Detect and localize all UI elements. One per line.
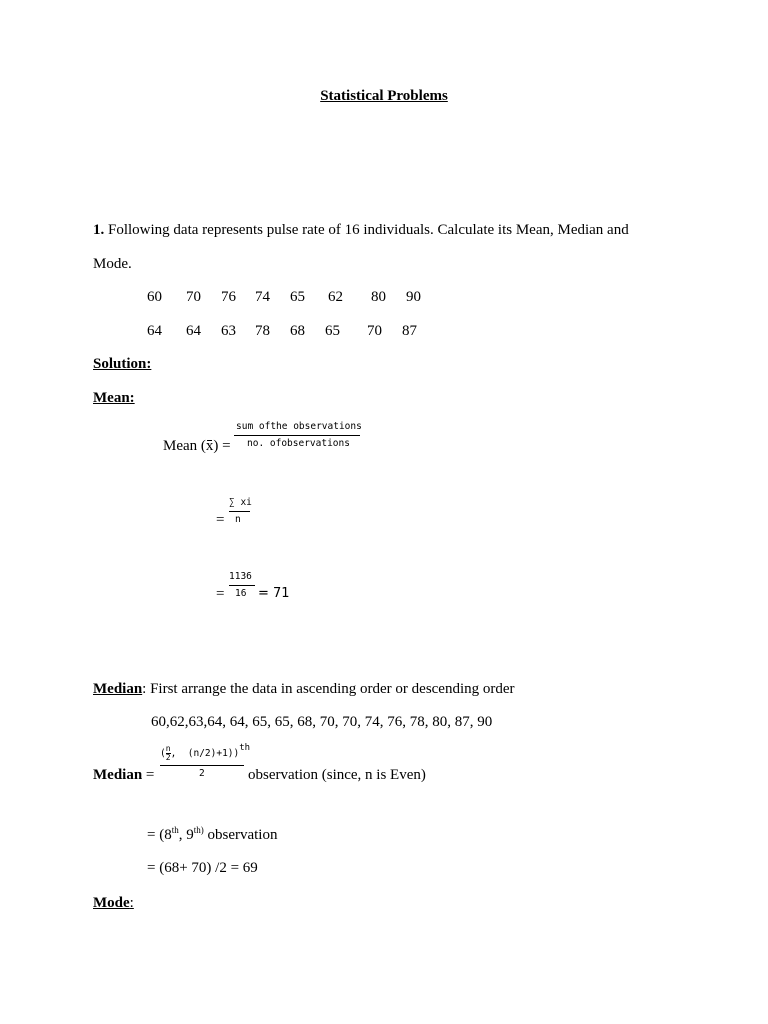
median-label: Median: [93, 767, 143, 783]
fraction-bar: [160, 765, 244, 766]
data-cell: 70: [367, 323, 382, 339]
mean-label-suffix: ) =: [213, 438, 231, 454]
mean-fraction1-denominator: no. ofobservations: [247, 438, 350, 449]
data-cell: 90: [406, 289, 421, 305]
formula-superscript: th: [239, 743, 251, 753]
mean-heading: Mean:: [93, 390, 135, 406]
data-cell: 78: [255, 323, 270, 339]
median-step1: [147, 827, 277, 844]
mean-fraction3-denominator: 16: [235, 588, 247, 599]
fraction-n: n: [165, 744, 171, 753]
fraction-bar: [234, 435, 360, 436]
mean-fraction2-denominator: n: [235, 514, 241, 525]
median-observation-note: observation (since, n is Even): [248, 767, 426, 783]
open-paren: (: [160, 748, 166, 759]
sorted-data: 60,62,63,64, 64, 65, 65, 68, 70, 70, 74, 76, 78, 80, 87, 90: [151, 714, 493, 730]
mode-heading-line: [93, 895, 134, 912]
median-formula-denominator: 2: [199, 768, 205, 779]
problem-number: 1.: [93, 222, 105, 238]
step1-prefix: = (8: [147, 827, 172, 843]
median-intro-text: : First arrange the data in ascending order or descending order: [142, 681, 515, 697]
median-formula-numerator: [160, 745, 250, 762]
data-cell: 87: [402, 323, 417, 339]
median-intro: [93, 681, 515, 698]
fraction-bar: [229, 585, 255, 586]
mean-fraction3-numerator: 1136: [229, 571, 252, 582]
data-cell: 80: [371, 289, 386, 305]
equals-sign: =: [216, 586, 225, 602]
formula-rest: (n/2)+1)): [187, 748, 240, 759]
mode-colon: :: [129, 895, 134, 911]
mean-label: [163, 438, 231, 455]
problem-text: Following data represents pulse rate of 16 individuals. Calculate its Mean, Median and: [104, 222, 629, 238]
data-cell: 65: [290, 289, 305, 305]
mean-label-prefix: Mean (: [163, 438, 206, 454]
data-cell: 68: [290, 323, 305, 339]
mode-heading: Mode: [93, 895, 130, 911]
data-cell: 63: [221, 323, 236, 339]
data-cell: 74: [255, 289, 270, 305]
problem-statement-line2: Mode.: [93, 256, 132, 272]
superscript: th: [171, 825, 179, 835]
data-cell: 70: [186, 289, 201, 305]
fraction-2: 2: [165, 753, 171, 762]
page-title: Statistical Problems: [320, 88, 448, 104]
median-step2: = (68+ 70) /2 = 69: [147, 860, 258, 876]
step1-mid: , 9: [178, 827, 194, 843]
fraction-bar: [229, 511, 250, 512]
mean-fraction1-numerator: sum ofthe observations: [236, 421, 362, 432]
x-bar-symbol: x: [205, 438, 214, 454]
data-cell: 60: [147, 289, 162, 305]
mean-result: = 71: [258, 586, 290, 601]
equals-sign: =: [216, 512, 225, 528]
data-cell: 64: [147, 323, 162, 339]
median-formula-label: [93, 767, 154, 784]
superscript: th): [193, 825, 204, 835]
solution-heading: Solution:: [93, 356, 152, 372]
data-cell: 64: [186, 323, 201, 339]
data-cell: 62: [328, 289, 343, 305]
equals-sign: =: [142, 767, 155, 783]
problem-statement-line1: [93, 222, 629, 239]
mean-fraction2-numerator: ∑ xi: [229, 497, 252, 508]
data-cell: 76: [221, 289, 236, 305]
step1-suffix: observation: [203, 827, 278, 843]
comma: ,: [170, 748, 177, 759]
data-cell: 65: [325, 323, 340, 339]
median-heading: Median: [93, 681, 143, 697]
